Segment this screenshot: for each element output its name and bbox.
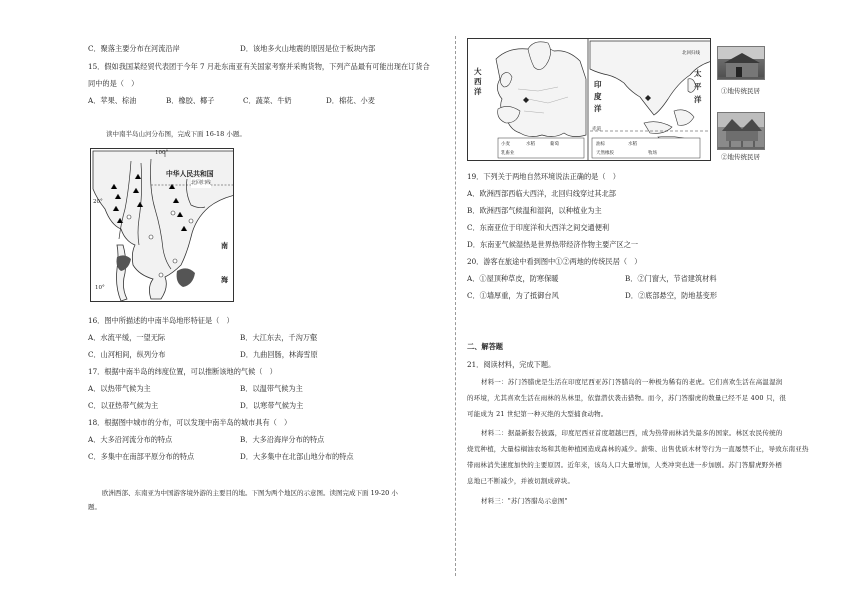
q16-stem: 16．图中所描述的中南半岛地形特征是（ ） — [88, 316, 234, 325]
q18-stem: 18．根据图中城市的分布，可以发现中南半岛的城市具有（ ） — [88, 418, 292, 427]
q15-stem-line1: 15．假如我国某经贸代表团于今年 7 月赴东南亚有关国家考察并采购货物，下列产品最有可能出现在订货合 — [88, 62, 430, 71]
atlantic-char-2: 西 — [474, 77, 482, 86]
pacific-char-1: 太 — [694, 69, 702, 78]
material-2-line2: 烧荒种植，大量棕榈油农场和其他种植园造成森林的减少。薪柴、出售优质木材等行为一直屡禁不止，导致东南亚热 — [467, 445, 809, 453]
q20-option-b: B．②门窗大，节省建筑材料 — [625, 274, 717, 283]
q16-option-d: D．九曲回肠，林海雪原 — [240, 350, 318, 359]
q14-option-c: C．聚落主要分布在河流沿岸 — [88, 44, 180, 53]
q17-stem: 17．根据中南半岛的纬度位置，可以推断该地的气候（ ） — [88, 367, 277, 376]
material-2-line1: 材料二：据最新报告披露，印度尼西亚首度超越巴西，成为热带雨林消失最多的国家。林区农民传统的 — [481, 429, 783, 437]
column-divider — [455, 36, 456, 576]
europe-seasia-map — [467, 38, 711, 161]
q20-option-d: D．②底部悬空，防地基变形 — [625, 291, 718, 300]
q15-stem-line2: 同中的是（ ） — [88, 79, 139, 88]
q18-option-b: B．大多沿海岸分布的特点 — [240, 435, 325, 444]
map1-latitude-10: 10° — [95, 285, 105, 291]
q18-option-d: D．大多集中在北部山地分布的特点 — [240, 452, 354, 461]
q17-option-d: D．以寒带气候为主 — [240, 401, 304, 410]
q16-option-b: B．大江东去，千沟万壑 — [240, 333, 318, 342]
pacific-char-3: 洋 — [694, 95, 702, 104]
legend-item-2: 水稻 — [526, 142, 535, 147]
material-2 — [467, 428, 809, 487]
map2-tropic-label: 北回归线 — [682, 51, 700, 56]
map1-latitude-20: 20° — [93, 199, 103, 205]
legend-item-8: 牧场 — [648, 151, 657, 156]
q20-option-c: C．①墙厚重，为了抵御台风 — [467, 291, 559, 300]
material-2-line4: 息地已不断减少，并被切割成碎块。 — [467, 477, 575, 485]
house-photo-2 — [717, 112, 765, 150]
q17-option-b: B．以温带气候为主 — [240, 384, 303, 393]
q14-option-d: D．该地多火山地震的原因是位于板块内部 — [240, 44, 376, 53]
map1-country-label: 中华人民共和国 — [166, 170, 214, 178]
intro-19-20-line2: 题。 — [88, 503, 101, 511]
pacific-char-2: 平 — [694, 82, 702, 91]
q15-option-a: A．苹果、棕油 — [88, 96, 137, 105]
q19-option-b: B．欧洲西部气候温和湿润，以种植业为主 — [467, 206, 602, 215]
material-1-line3: 可能成为 21 世纪第一种灭绝的大型捕食动物。 — [467, 410, 608, 418]
map1-sea-label-2: 海 — [221, 275, 228, 284]
pacific-label — [694, 67, 704, 106]
house-photo-1-svg — [718, 47, 765, 80]
indian-char-1: 印 — [594, 80, 602, 89]
legend-item-3: 葡萄 — [550, 142, 559, 147]
q15-option-c: C．蔬菜、牛奶 — [243, 96, 292, 105]
q16-option-a: A．水流平缓，一望无际 — [88, 333, 166, 342]
legend-item-5: 油棕 — [596, 142, 605, 147]
legend-item-7: 天然橡胶 — [596, 151, 614, 156]
house-photo-1 — [717, 46, 765, 80]
q16-option-c: C．山河相间，纵列分布 — [88, 350, 166, 359]
q19-option-d: D．东南亚气候湿热是世界热带经济作物主要产区之一 — [467, 240, 639, 249]
map1-longitude-100: 100° — [155, 150, 169, 156]
q17-option-a: A．以热带气候为主 — [88, 384, 151, 393]
legend-item-4: 乳畜业 — [501, 151, 515, 156]
q15-option-b: B．橡胶、椰子 — [166, 96, 215, 105]
map1-sea-label-1: 南 — [221, 241, 228, 250]
q17-option-c: C．以亚热带气候为主 — [88, 401, 159, 410]
section-title-answers: 二、解答题 — [467, 342, 503, 351]
q21-stem: 21．阅读材料，完成下题。 — [467, 360, 556, 369]
legend-item-6: 水稻 — [628, 142, 637, 147]
q15-option-d: D．棉花、小麦 — [326, 96, 375, 105]
q19-option-c: C．东南亚位于印度洋和大西洋之间交通便利 — [467, 223, 610, 232]
q20-option-a: A．①屋顶种草皮，防寒保暖 — [467, 274, 559, 283]
material-2-line3: 带雨林消失速度加快的主要原因。近年来，该岛人口大量增加，人类冲突也进一步加剧。苏门答腊虎野外栖 — [467, 461, 782, 469]
q18-option-c: C．多集中在南部平原分布的特点 — [88, 452, 195, 461]
intro-19-20-line1: 欧洲西部、东南亚为中国游客境外游的主要目的地。下图为两个地区的示意图。读图完成下面 19-20 小 — [102, 489, 398, 497]
indian-char-3: 洋 — [594, 104, 602, 113]
material-1-line1: 材料一：苏门答腊虎是生活在印度尼西亚苏门答腊岛的一种极为稀有的老虎。它们喜欢生活在高温湿润 — [481, 378, 783, 386]
map2-equator-label: 赤道 — [592, 127, 601, 132]
intro-16-18: 读中南半岛山河分布图，完成下面 16-18 小题。 — [106, 130, 246, 138]
q19-option-a: A．欧洲西部西临大西洋，北回归线穿过其北部 — [467, 189, 616, 198]
atlantic-label — [474, 67, 484, 97]
indochina-map — [90, 148, 234, 302]
q18-option-a: A．大多沿河流分布的特点 — [88, 435, 173, 444]
photo-1-caption: ①地传统民居 — [721, 87, 760, 95]
material-1-line2: 的环境，尤其喜欢生活在雨林的丛林里，依靠潜伏袭击猎物。而今，苏门答腊虎的数量已经不足 400 只，很 — [467, 394, 787, 402]
indian-ocean-label — [594, 79, 604, 115]
indian-char-2: 度 — [594, 92, 602, 101]
atlantic-char-1: 大 — [474, 67, 482, 76]
legend-item-1: 小麦 — [501, 142, 510, 147]
map1-tropic-label: 北回归线 — [191, 180, 212, 186]
q20-stem: 20．游客在旅途中看到图中①②两地的传统民居（ ） — [467, 257, 642, 266]
q19-stem: 19．下列关于两地自然环境说法正确的是（ ） — [467, 172, 620, 181]
material-3: 材料三："苏门答腊岛示意图" — [481, 497, 568, 505]
house-photo-2-svg — [718, 113, 765, 150]
photo-2-caption: ②地传统民居 — [721, 153, 760, 161]
atlantic-char-3: 洋 — [474, 87, 482, 96]
material-1 — [467, 377, 787, 420]
